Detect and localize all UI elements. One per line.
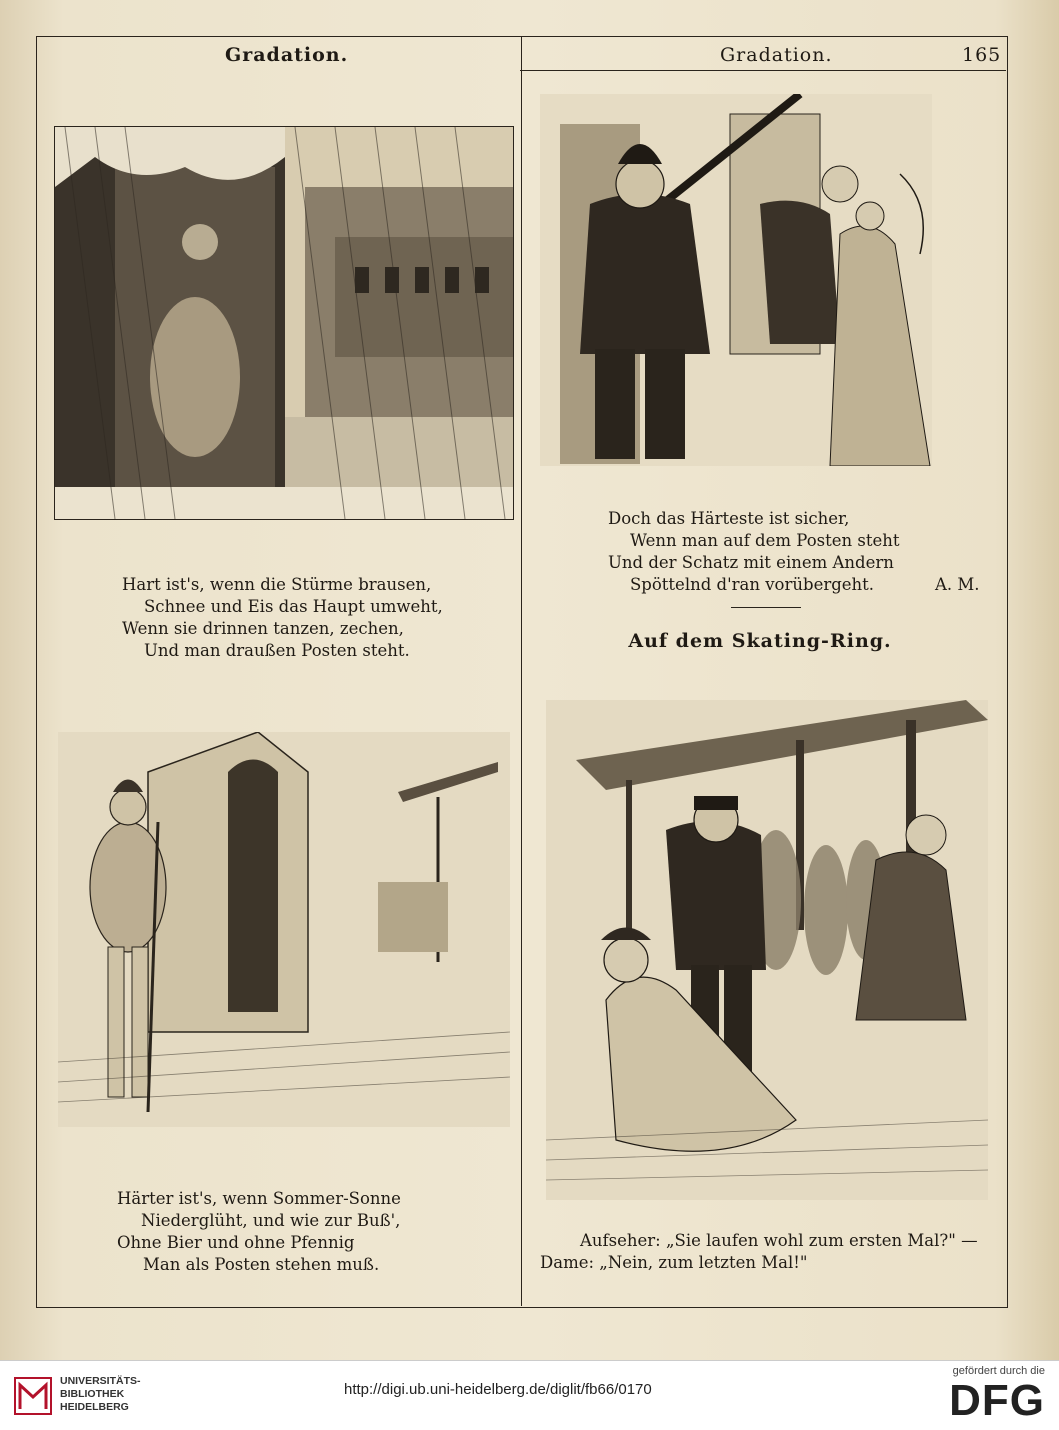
dfg-logo: DFG xyxy=(949,1376,1045,1425)
verse-line: Schnee und Eis das Haupt umweht, xyxy=(144,597,443,616)
verse-line: Hart ist's, wenn die Stürme brausen, xyxy=(122,575,432,594)
verse-line: Und man draußen Posten steht. xyxy=(144,641,410,660)
verse-line: Wenn sie drinnen tanzen, zechen, xyxy=(122,619,404,638)
section-separator xyxy=(731,607,801,608)
library-name-line: UNIVERSITÄTS- xyxy=(60,1375,141,1387)
verse-line: Ohne Bier und ohne Pfennig xyxy=(117,1233,355,1252)
verse-line: Niederglüht, und wie zur Buß', xyxy=(141,1211,401,1230)
library-name-line: BIBLIOTHEK xyxy=(60,1388,125,1400)
verse-one xyxy=(122,574,443,662)
sentry-and-couple-illustration xyxy=(540,94,932,466)
header-rule xyxy=(520,70,1006,71)
verse-line: Härter ist's, wenn Sommer-Sonne xyxy=(117,1189,401,1208)
section-title: Auf dem Skating-Ring. xyxy=(628,630,892,652)
verse-line: Wenn man auf dem Posten steht xyxy=(630,531,900,550)
column-divider xyxy=(521,36,522,1306)
header-left-title: Gradation. xyxy=(225,44,349,66)
verse-three xyxy=(608,508,900,596)
skating-dialog-line-2: Dame: „Nein, zum letzten Mal!" xyxy=(540,1253,808,1272)
footer-bar xyxy=(0,1360,1059,1430)
header-center-title: Gradation. xyxy=(720,44,833,66)
permalink-url[interactable]: http://digi.ub.uni-heidelberg.de/diglit/fb66/0170 xyxy=(344,1381,652,1398)
sentry-in-snowstorm-illustration xyxy=(54,126,514,520)
verse-line: Man als Posten stehen muß. xyxy=(143,1255,380,1274)
library-name xyxy=(60,1375,141,1414)
library-name-line: HEIDELBERG xyxy=(60,1401,129,1413)
verse-line: Und der Schatz mit einem Andern xyxy=(608,553,894,572)
page-number: 165 xyxy=(962,44,1002,66)
author-signature: A. M. xyxy=(935,575,980,594)
university-logo-icon xyxy=(14,1377,52,1415)
skating-dialog-line-1: Aufseher: „Sie laufen wohl zum ersten Mal?" — xyxy=(580,1231,978,1250)
verse-line: Spöttelnd d'ran vorübergeht. xyxy=(630,575,875,594)
verse-line: Doch das Härteste ist sicher, xyxy=(608,509,850,528)
funding-note: gefördert durch die xyxy=(952,1365,1045,1377)
skating-ring-illustration xyxy=(546,700,988,1200)
sentry-in-summer-illustration xyxy=(58,732,510,1127)
verse-two xyxy=(117,1188,401,1276)
